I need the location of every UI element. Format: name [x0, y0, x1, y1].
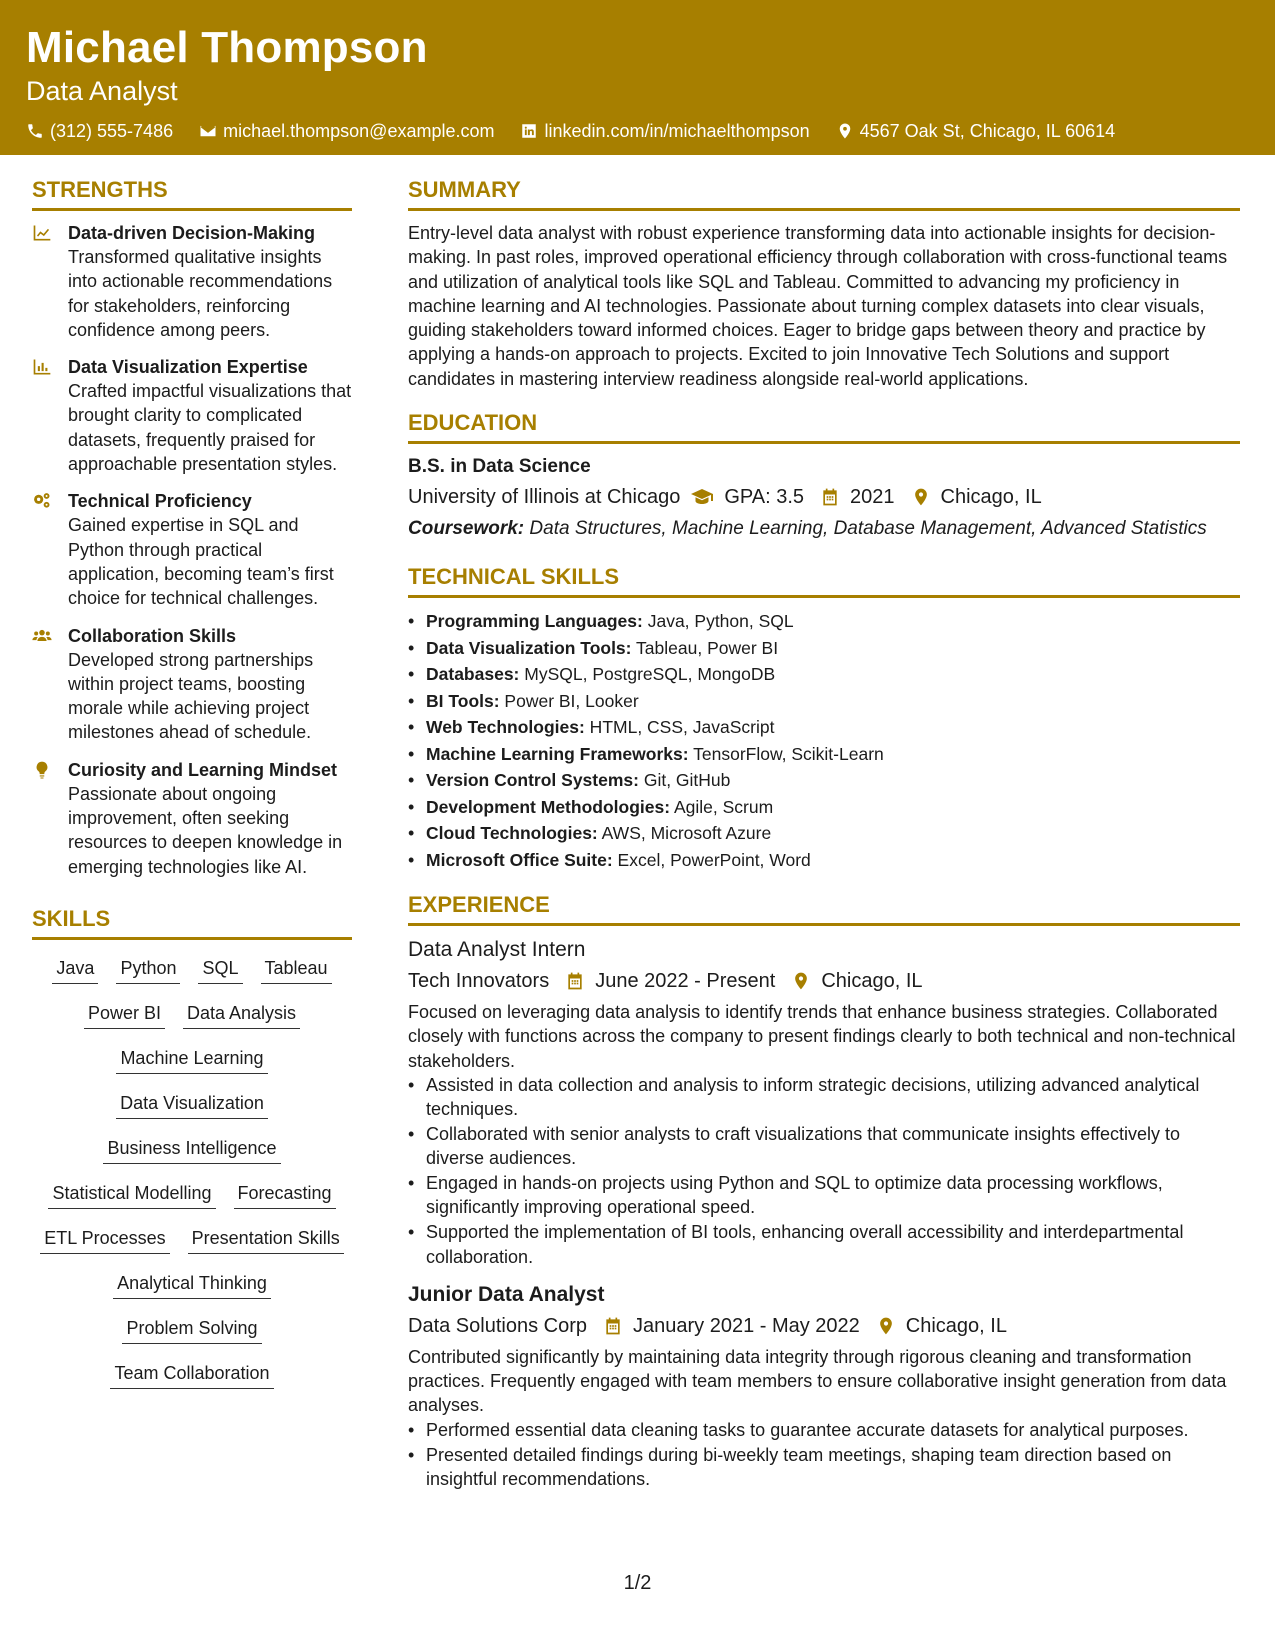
skill-category: Data Visualization Tools: — [426, 637, 632, 658]
lightbulb-icon — [32, 760, 52, 780]
education-meta — [408, 482, 1240, 512]
skill-category: Databases: — [426, 664, 520, 685]
job-dates: January 2021 - May 2022 — [632, 1314, 860, 1337]
skill-tag: Team Collaboration — [110, 1361, 273, 1389]
job-meta — [408, 966, 1240, 996]
job-meta — [408, 1311, 1240, 1341]
skill-category: Microsoft Office Suite: — [426, 849, 613, 870]
strength-item — [32, 758, 352, 879]
contact-bar — [26, 120, 1249, 142]
gpa-text: GPA: 3.5 — [724, 486, 805, 509]
strength-title: Data-driven Decision-Making — [68, 223, 316, 243]
list-item: • Engaged in hands-on projects using Python and SQL to optimize data processing workflows, significantly improving operational speed. — [408, 1171, 1240, 1220]
page-number: 1/2 — [623, 1572, 652, 1594]
skills-heading: SKILLS — [32, 901, 352, 940]
job-bullets — [408, 1073, 1240, 1269]
skill-tag: Data Analysis — [183, 1001, 300, 1029]
strength-item — [32, 624, 352, 745]
skill-values: HTML, CSS, JavaScript — [584, 717, 775, 738]
skill-category: Version Control Systems: — [426, 770, 639, 791]
job-entry — [408, 1281, 1240, 1491]
job-location: Chicago, IL — [821, 970, 923, 993]
company-name: Tech Innovators — [408, 970, 550, 993]
skill-values: AWS, Microsoft Azure — [597, 823, 772, 844]
strength-item — [32, 221, 352, 342]
job-entry — [408, 936, 1240, 1269]
job-bullets — [408, 1418, 1240, 1491]
strength-item — [32, 355, 352, 476]
job-summary: Focused on leveraging data analysis to identify trends that enhance business strategies. Collaborated closely with functions across the company to present findings clearly to both technical and non-technical stakeholders. — [408, 1002, 1236, 1071]
strength-item — [32, 489, 352, 610]
list-item — [408, 714, 1240, 741]
job-location: Chicago, IL — [905, 1314, 1007, 1337]
skill-values: TensorFlow, Scikit-Learn — [688, 743, 884, 764]
map-pin-icon — [836, 122, 854, 140]
skill-tag: Machine Learning — [116, 1046, 267, 1074]
skill-tag: Forecasting — [234, 1181, 336, 1209]
calendar-icon — [565, 971, 585, 991]
graduation-cap-icon — [690, 485, 714, 509]
skill-category: Machine Learning Frameworks: — [426, 743, 689, 764]
skill-values: Power BI, Looker — [499, 690, 639, 711]
users-icon — [32, 626, 52, 646]
technical-skills-list — [408, 608, 1240, 873]
skill-tag: Java — [52, 956, 98, 984]
calendar-icon — [603, 1316, 623, 1336]
education-heading: EDUCATION — [408, 405, 1240, 444]
resume-header — [0, 0, 1275, 155]
skill-tag: Python — [116, 956, 180, 984]
bar-chart-icon — [32, 357, 52, 377]
linkedin-icon — [520, 122, 538, 140]
skill-category: Web Technologies: — [426, 717, 585, 738]
job-dates: June 2022 - Present — [595, 970, 776, 993]
contact-phone — [26, 120, 173, 142]
candidate-name: Michael Thompson — [26, 23, 428, 72]
skill-tag: ETL Processes — [40, 1226, 169, 1254]
chart-line-icon — [32, 223, 52, 243]
skill-tag: Analytical Thinking — [113, 1271, 271, 1299]
skill-tag: Statistical Modelling — [48, 1181, 215, 1209]
skills-section — [32, 901, 352, 1400]
job-summary: Contributed significantly by maintaining data integrity through rigorous cleaning and transformation practices. Frequently engaged with team members to ensure collaborative insight generation from data analyses. — [408, 1346, 1227, 1416]
skill-tag: Problem Solving — [122, 1316, 261, 1344]
education-location: Chicago, IL — [940, 486, 1042, 509]
list-item — [408, 794, 1240, 821]
list-item — [408, 847, 1240, 874]
skill-tag: Power BI — [84, 1001, 165, 1029]
gears-icon — [32, 491, 52, 511]
list-item: • Collaborated with senior analysts to craft visualizations that communicate insights effectively to diverse audiences. — [408, 1122, 1240, 1171]
skill-category: Cloud Technologies: — [426, 823, 598, 844]
skill-values: Agile, Scrum — [670, 796, 774, 817]
list-item: • Supported the implementation of BI tools, enhancing overall accessibility and interdepartmental collaboration. — [408, 1220, 1240, 1269]
skill-category: Development Methodologies: — [426, 796, 671, 817]
candidate-role: Data Analyst — [26, 76, 178, 106]
coursework — [408, 517, 1240, 541]
skill-tag: Tableau — [261, 956, 332, 984]
right-column — [408, 172, 1240, 1492]
skill-tags — [32, 950, 352, 1400]
job-title: Data Analyst Intern — [408, 938, 586, 962]
summary-text: Entry-level data analyst with robust experience transforming data into actionable insights for decision-making. In past roles, improved operational efficiency through collaboration with cross-functional teams and utilization of analytical tools like SQL and Tableau. Committed to advancing my proficiency in machine learning and AI technologies. Passionate about turning complex datasets into clear visuals, guiding stakeholders toward informed choices. Eager to bridge gaps between theory and practice by applying a hands-on approach to projects. Excited to join Innovative Tech Solutions and support candidates in mastering interview readiness alongside real-world applications. — [408, 223, 1228, 389]
strength-description: Gained expertise in SQL and Python through practical application, becoming team’s first choice for technical challenges. — [68, 515, 334, 609]
list-item — [408, 688, 1240, 715]
calendar-icon — [820, 487, 840, 507]
left-column — [32, 172, 352, 1400]
linkedin-link[interactable]: linkedin.com/in/michaelthompson — [544, 121, 810, 141]
coursework-list: Data Structures, Machine Learning, Database Management, Advanced Statistics — [524, 518, 1207, 540]
list-item — [408, 767, 1240, 794]
email-link[interactable]: michael.thompson@example.com — [223, 121, 495, 141]
skill-category: Programming Languages: — [426, 611, 643, 632]
list-item: • Presented detailed findings during bi-weekly team meetings, shaping team direction based on insightful recommendations. — [408, 1443, 1240, 1492]
summary-heading: SUMMARY — [408, 172, 1240, 211]
map-pin-icon — [876, 1316, 896, 1336]
strength-description: Transformed qualitative insights into actionable recommendations for stakeholders, reinforcing confidence among peers. — [68, 247, 333, 340]
phone-icon — [26, 122, 44, 140]
strength-description: Crafted impactful visualizations that brought clarity to complicated datasets, frequently praised for approachable presentation styles. — [68, 381, 352, 475]
strength-title: Technical Proficiency — [68, 491, 252, 512]
strength-description: Passionate about ongoing improvement, often seeking resources to deepen knowledge in emerging technologies like AI. — [68, 783, 343, 877]
skill-values: Tableau, Power BI — [631, 637, 779, 658]
envelope-icon — [199, 122, 217, 140]
skill-category: BI Tools: — [426, 690, 500, 711]
contact-email[interactable] — [199, 120, 494, 142]
graduation-year: 2021 — [850, 486, 895, 509]
job-title: Junior Data Analyst — [408, 1282, 605, 1306]
list-item: • Performed essential data cleaning tasks to guarantee accurate datasets for analytical purposes. — [408, 1418, 1240, 1442]
skill-tag: SQL — [198, 956, 242, 984]
contact-linkedin[interactable] — [520, 120, 809, 142]
strength-title: Collaboration Skills — [68, 625, 237, 646]
skill-tag: Data Visualization — [116, 1091, 268, 1119]
skill-values: Excel, PowerPoint, Word — [612, 849, 811, 870]
strengths-heading: STRENGTHS — [32, 172, 352, 211]
list-item — [408, 820, 1240, 847]
coursework-label: Coursework: — [408, 518, 525, 540]
contact-address — [836, 120, 1116, 142]
skill-tag: Business Intelligence — [103, 1136, 280, 1164]
map-pin-icon — [791, 971, 811, 991]
company-name: Data Solutions Corp — [408, 1314, 587, 1337]
list-item — [408, 608, 1240, 635]
experience-heading: EXPERIENCE — [408, 887, 1240, 926]
list-item — [408, 741, 1240, 768]
strength-title: Curiosity and Learning Mindset — [68, 759, 338, 780]
skill-values: Java, Python, SQL — [642, 611, 794, 632]
skill-tag: Presentation Skills — [188, 1226, 344, 1254]
phone-text: (312) 555-7486 — [50, 121, 174, 141]
map-pin-icon — [911, 487, 931, 507]
skill-values: Git, GitHub — [638, 770, 731, 791]
degree-title: B.S. in Data Science — [408, 456, 591, 478]
skill-values: MySQL, PostgreSQL, MongoDB — [519, 664, 776, 685]
list-item — [408, 661, 1240, 688]
technical-skills-heading: TECHNICAL SKILLS — [408, 559, 1240, 598]
strength-title: Data Visualization Expertise — [68, 357, 308, 378]
address-text: 4567 Oak St, Chicago, IL 60614 — [859, 121, 1116, 141]
list-item: • Assisted in data collection and analysis to inform strategic decisions, utilizing advanced analytical techniques. — [408, 1073, 1240, 1122]
strength-description: Developed strong partnerships within project teams, boosting morale while achieving project milestones ahead of schedule. — [68, 649, 314, 743]
list-item — [408, 635, 1240, 662]
school-name: University of Illinois at Chicago — [408, 486, 681, 509]
